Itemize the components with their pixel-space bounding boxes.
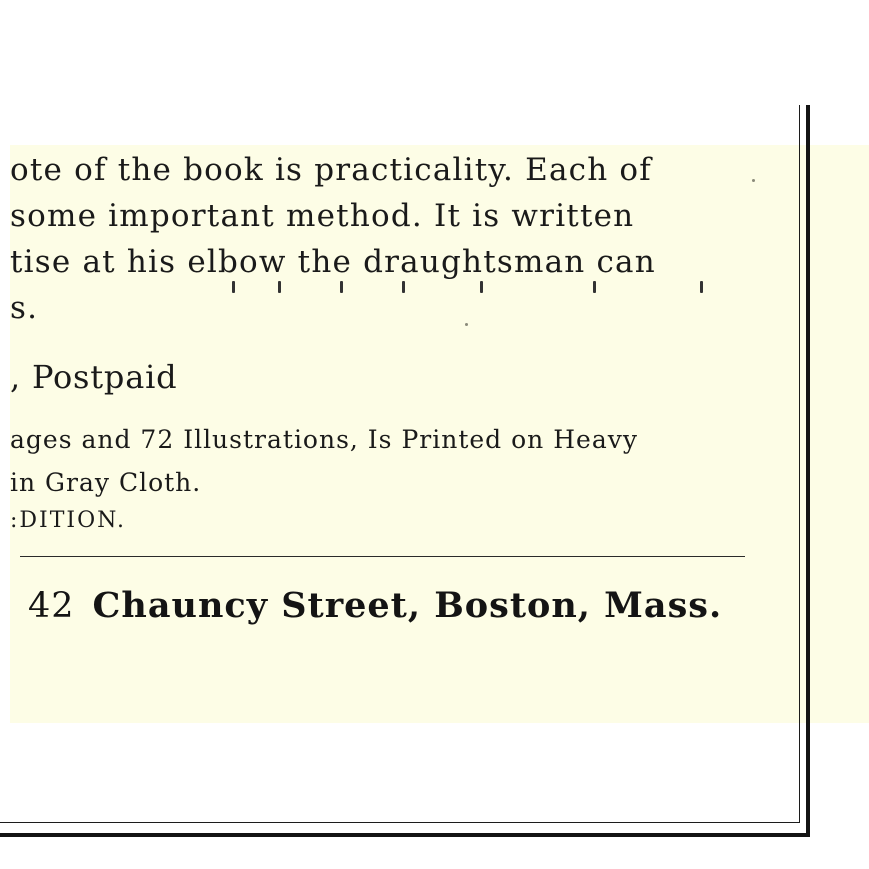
address-street: Chauncy Street, Boston, Mass.	[92, 585, 723, 626]
body-line-1: ote of the book is practicality. Each of	[10, 152, 652, 188]
address-number: 42	[28, 586, 75, 626]
edition-line: :DITION.	[10, 508, 126, 533]
horizontal-rule	[20, 556, 745, 557]
paper-speck	[465, 323, 468, 326]
paper-speck	[752, 179, 755, 182]
price-heading: , Postpaid	[10, 358, 178, 396]
details-line-1: ages and 72 Illustrations, Is Printed on Heavy	[10, 425, 638, 454]
details-line-2: in Gray Cloth.	[10, 468, 202, 497]
document-page	[10, 145, 869, 723]
body-line-3: tise at his elbow the draughtsman can	[10, 244, 656, 280]
body-line-4: s.	[10, 290, 39, 326]
body-line-2: some important method. It is written	[10, 198, 635, 234]
publisher-address	[28, 585, 722, 626]
